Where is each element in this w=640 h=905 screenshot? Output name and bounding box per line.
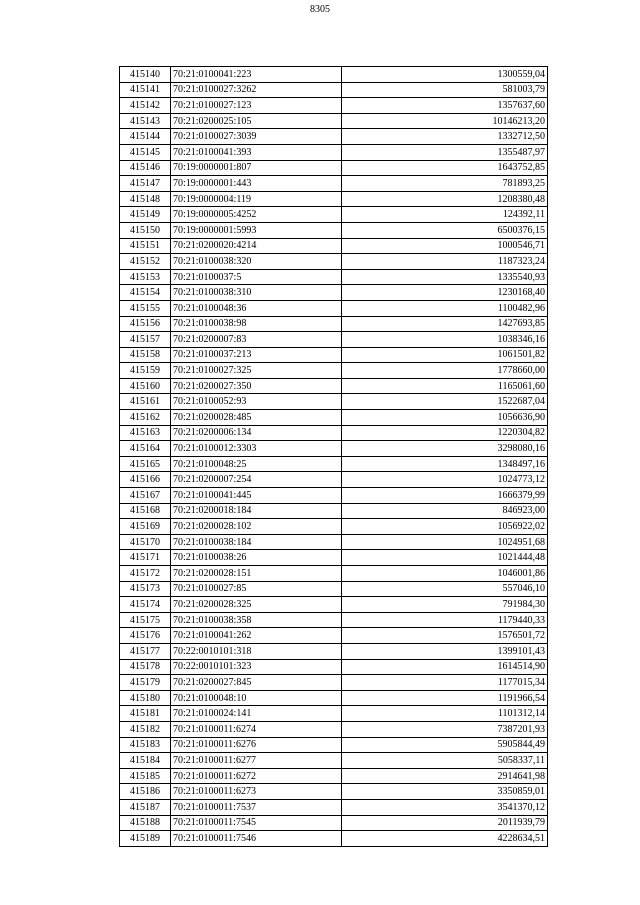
value-cell: 1230168,40	[342, 285, 548, 301]
row-number-cell: 415142	[120, 98, 171, 114]
table-row	[120, 238, 548, 254]
row-number-cell: 415181	[120, 706, 171, 722]
row-number-cell: 415157	[120, 332, 171, 348]
value-cell: 1021444,48	[342, 550, 548, 566]
cadastral-number-cell: 70:21:0100037:5	[171, 269, 342, 285]
table-row	[120, 503, 548, 519]
value-cell: 1666379,99	[342, 488, 548, 504]
value-cell: 7387201,93	[342, 721, 548, 737]
cadastral-number-cell: 70:21:0100038:310	[171, 285, 342, 301]
value-cell: 1355487,97	[342, 144, 548, 160]
row-number-cell: 415170	[120, 534, 171, 550]
table-row	[120, 222, 548, 238]
cadastral-number-cell: 70:21:0100027:3262	[171, 82, 342, 98]
row-number-cell: 415185	[120, 768, 171, 784]
cadastral-number-cell: 70:21:0100041:393	[171, 144, 342, 160]
table-row	[120, 410, 548, 426]
row-number-cell: 415145	[120, 144, 171, 160]
value-cell: 124392,11	[342, 207, 548, 223]
table-row	[120, 425, 548, 441]
table-row	[120, 597, 548, 613]
value-cell: 1614514,90	[342, 659, 548, 675]
table-row	[120, 472, 548, 488]
table-row	[120, 519, 548, 535]
row-number-cell: 415174	[120, 597, 171, 613]
table-row	[120, 98, 548, 114]
table-row	[120, 176, 548, 192]
table-row	[120, 207, 548, 223]
table-row	[120, 191, 548, 207]
row-number-cell: 415146	[120, 160, 171, 176]
cadastral-number-cell: 70:21:0100011:6277	[171, 753, 342, 769]
table-row	[120, 160, 548, 176]
cadastral-number-cell: 70:21:0100052:93	[171, 394, 342, 410]
table-row	[120, 67, 548, 83]
value-cell: 1191966,54	[342, 690, 548, 706]
row-number-cell: 415186	[120, 784, 171, 800]
row-number-cell: 415172	[120, 566, 171, 582]
table-row	[120, 82, 548, 98]
value-cell: 1024773,12	[342, 472, 548, 488]
table-row	[120, 378, 548, 394]
registry-table-body	[120, 67, 548, 847]
value-cell: 2011939,79	[342, 815, 548, 831]
value-cell: 1165061,60	[342, 378, 548, 394]
cadastral-number-cell: 70:21:0200028:485	[171, 410, 342, 426]
table-row	[120, 815, 548, 831]
value-cell: 1208380,48	[342, 191, 548, 207]
row-number-cell: 415159	[120, 363, 171, 379]
table-row	[120, 612, 548, 628]
table-row	[120, 784, 548, 800]
row-number-cell: 415160	[120, 378, 171, 394]
row-number-cell: 415152	[120, 254, 171, 270]
table-row	[120, 300, 548, 316]
cadastral-number-cell: 70:21:0100048:36	[171, 300, 342, 316]
value-cell: 846923,00	[342, 503, 548, 519]
row-number-cell: 415141	[120, 82, 171, 98]
table-row	[120, 394, 548, 410]
cadastral-number-cell: 70:21:0100048:10	[171, 690, 342, 706]
table-row	[120, 488, 548, 504]
table-row	[120, 129, 548, 145]
cadastral-number-cell: 70:21:0100038:26	[171, 550, 342, 566]
value-cell: 2914641,98	[342, 768, 548, 784]
table-row	[120, 675, 548, 691]
table-row	[120, 799, 548, 815]
value-cell: 1187323,24	[342, 254, 548, 270]
table-row	[120, 768, 548, 784]
row-number-cell: 415173	[120, 581, 171, 597]
row-number-cell: 415177	[120, 643, 171, 659]
row-number-cell: 415150	[120, 222, 171, 238]
value-cell: 1427693,85	[342, 316, 548, 332]
cadastral-number-cell: 70:21:0100041:445	[171, 488, 342, 504]
cadastral-number-cell: 70:21:0100038:98	[171, 316, 342, 332]
table-row	[120, 285, 548, 301]
value-cell: 1300559,04	[342, 67, 548, 83]
row-number-cell: 415162	[120, 410, 171, 426]
cadastral-number-cell: 70:21:0100038:320	[171, 254, 342, 270]
value-cell: 1357637,60	[342, 98, 548, 114]
row-number-cell: 415180	[120, 690, 171, 706]
row-number-cell: 415178	[120, 659, 171, 675]
table-row	[120, 690, 548, 706]
cadastral-number-cell: 70:21:0100011:7546	[171, 831, 342, 847]
value-cell: 1335540,93	[342, 269, 548, 285]
value-cell: 6500376,15	[342, 222, 548, 238]
cadastral-number-cell: 70:21:0100011:6273	[171, 784, 342, 800]
table-row	[120, 456, 548, 472]
value-cell: 1046001,86	[342, 566, 548, 582]
row-number-cell: 415164	[120, 441, 171, 457]
row-number-cell: 415166	[120, 472, 171, 488]
row-number-cell: 415175	[120, 612, 171, 628]
row-number-cell: 415167	[120, 488, 171, 504]
row-number-cell: 415161	[120, 394, 171, 410]
table-row	[120, 581, 548, 597]
cadastral-number-cell: 70:21:0200028:325	[171, 597, 342, 613]
row-number-cell: 415182	[120, 721, 171, 737]
row-number-cell: 415183	[120, 737, 171, 753]
table-row	[120, 144, 548, 160]
cadastral-number-cell: 70:21:0100027:3039	[171, 129, 342, 145]
value-cell: 1061501,82	[342, 347, 548, 363]
table-row	[120, 363, 548, 379]
cadastral-number-cell: 70:21:0100027:85	[171, 581, 342, 597]
cadastral-number-cell: 70:21:0100037:213	[171, 347, 342, 363]
value-cell: 1000546,71	[342, 238, 548, 254]
cadastral-number-cell: 70:19:0000001:443	[171, 176, 342, 192]
value-cell: 1056922,02	[342, 519, 548, 535]
table-row	[120, 706, 548, 722]
cadastral-number-cell: 70:21:0100024:141	[171, 706, 342, 722]
value-cell: 1576501,72	[342, 628, 548, 644]
value-cell: 1348497,16	[342, 456, 548, 472]
row-number-cell: 415140	[120, 67, 171, 83]
row-number-cell: 415184	[120, 753, 171, 769]
value-cell: 1778660,00	[342, 363, 548, 379]
cadastral-number-cell: 70:21:0100038:184	[171, 534, 342, 550]
cadastral-number-cell: 70:21:0200007:83	[171, 332, 342, 348]
row-number-cell: 415171	[120, 550, 171, 566]
cadastral-number-cell: 70:21:0100011:7537	[171, 799, 342, 815]
table-row	[120, 254, 548, 270]
row-number-cell: 415168	[120, 503, 171, 519]
row-number-cell: 415155	[120, 300, 171, 316]
table-row	[120, 550, 548, 566]
table-row	[120, 831, 548, 847]
table-row	[120, 441, 548, 457]
cadastral-number-cell: 70:21:0100027:123	[171, 98, 342, 114]
cadastral-number-cell: 70:21:0100041:262	[171, 628, 342, 644]
value-cell: 1399101,43	[342, 643, 548, 659]
value-cell: 5905844,49	[342, 737, 548, 753]
cadastral-number-cell: 70:21:0100038:358	[171, 612, 342, 628]
table-row	[120, 659, 548, 675]
table-row	[120, 316, 548, 332]
row-number-cell: 415153	[120, 269, 171, 285]
value-cell: 581003,79	[342, 82, 548, 98]
value-cell: 3541370,12	[342, 799, 548, 815]
value-cell: 1177015,34	[342, 675, 548, 691]
cadastral-number-cell: 70:21:0100011:6274	[171, 721, 342, 737]
cadastral-number-cell: 70:22:0010101:318	[171, 643, 342, 659]
cadastral-number-cell: 70:21:0100027:325	[171, 363, 342, 379]
row-number-cell: 415143	[120, 113, 171, 129]
value-cell: 1220304,82	[342, 425, 548, 441]
cadastral-number-cell: 70:21:0100048:25	[171, 456, 342, 472]
row-number-cell: 415176	[120, 628, 171, 644]
row-number-cell: 415156	[120, 316, 171, 332]
table-row	[120, 721, 548, 737]
table-row	[120, 347, 548, 363]
cadastral-number-cell: 70:21:0100011:7545	[171, 815, 342, 831]
value-cell: 1038346,16	[342, 332, 548, 348]
row-number-cell: 415149	[120, 207, 171, 223]
value-cell: 1522687,04	[342, 394, 548, 410]
table-row	[120, 753, 548, 769]
registry-table	[119, 66, 548, 847]
page-number: 8305	[310, 4, 330, 15]
value-cell: 1056636,90	[342, 410, 548, 426]
cadastral-number-cell: 70:21:0200020:4214	[171, 238, 342, 254]
value-cell: 1100482,96	[342, 300, 548, 316]
value-cell: 1101312,14	[342, 706, 548, 722]
value-cell: 781893,25	[342, 176, 548, 192]
cadastral-number-cell: 70:19:0000001:807	[171, 160, 342, 176]
value-cell: 1024951,68	[342, 534, 548, 550]
value-cell: 5058337,11	[342, 753, 548, 769]
table-row	[120, 737, 548, 753]
cadastral-number-cell: 70:21:0200027:350	[171, 378, 342, 394]
cadastral-number-cell: 70:21:0200025:105	[171, 113, 342, 129]
value-cell: 10146213,20	[342, 113, 548, 129]
value-cell: 1179440,33	[342, 612, 548, 628]
table-row	[120, 643, 548, 659]
value-cell: 3350859,01	[342, 784, 548, 800]
table-row	[120, 269, 548, 285]
cadastral-number-cell: 70:22:0010101:323	[171, 659, 342, 675]
cadastral-number-cell: 70:21:0200006:134	[171, 425, 342, 441]
cadastral-number-cell: 70:21:0200007:254	[171, 472, 342, 488]
row-number-cell: 415165	[120, 456, 171, 472]
cadastral-number-cell: 70:21:0200027:845	[171, 675, 342, 691]
row-number-cell: 415147	[120, 176, 171, 192]
cadastral-number-cell: 70:21:0200028:151	[171, 566, 342, 582]
cadastral-number-cell: 70:21:0100012:3303	[171, 441, 342, 457]
value-cell: 1643752,85	[342, 160, 548, 176]
cadastral-number-cell: 70:21:0200028:102	[171, 519, 342, 535]
cadastral-number-cell: 70:21:0100011:6272	[171, 768, 342, 784]
row-number-cell: 415179	[120, 675, 171, 691]
table-row	[120, 566, 548, 582]
row-number-cell: 415187	[120, 799, 171, 815]
value-cell: 3298080,16	[342, 441, 548, 457]
value-cell: 4228634,51	[342, 831, 548, 847]
table-row	[120, 534, 548, 550]
row-number-cell: 415189	[120, 831, 171, 847]
row-number-cell: 415148	[120, 191, 171, 207]
cadastral-number-cell: 70:19:0000001:5993	[171, 222, 342, 238]
cadastral-number-cell: 70:21:0100041:223	[171, 67, 342, 83]
cadastral-number-cell: 70:21:0100011:6276	[171, 737, 342, 753]
table-row	[120, 628, 548, 644]
value-cell: 1332712,50	[342, 129, 548, 145]
row-number-cell: 415163	[120, 425, 171, 441]
row-number-cell: 415151	[120, 238, 171, 254]
value-cell: 557046,10	[342, 581, 548, 597]
cadastral-number-cell: 70:21:0200018:184	[171, 503, 342, 519]
row-number-cell: 415154	[120, 285, 171, 301]
table-row	[120, 332, 548, 348]
row-number-cell: 415158	[120, 347, 171, 363]
value-cell: 791984,30	[342, 597, 548, 613]
table-row	[120, 113, 548, 129]
row-number-cell: 415169	[120, 519, 171, 535]
cadastral-number-cell: 70:19:0000004:119	[171, 191, 342, 207]
cadastral-number-cell: 70:19:0000005:4252	[171, 207, 342, 223]
row-number-cell: 415188	[120, 815, 171, 831]
row-number-cell: 415144	[120, 129, 171, 145]
